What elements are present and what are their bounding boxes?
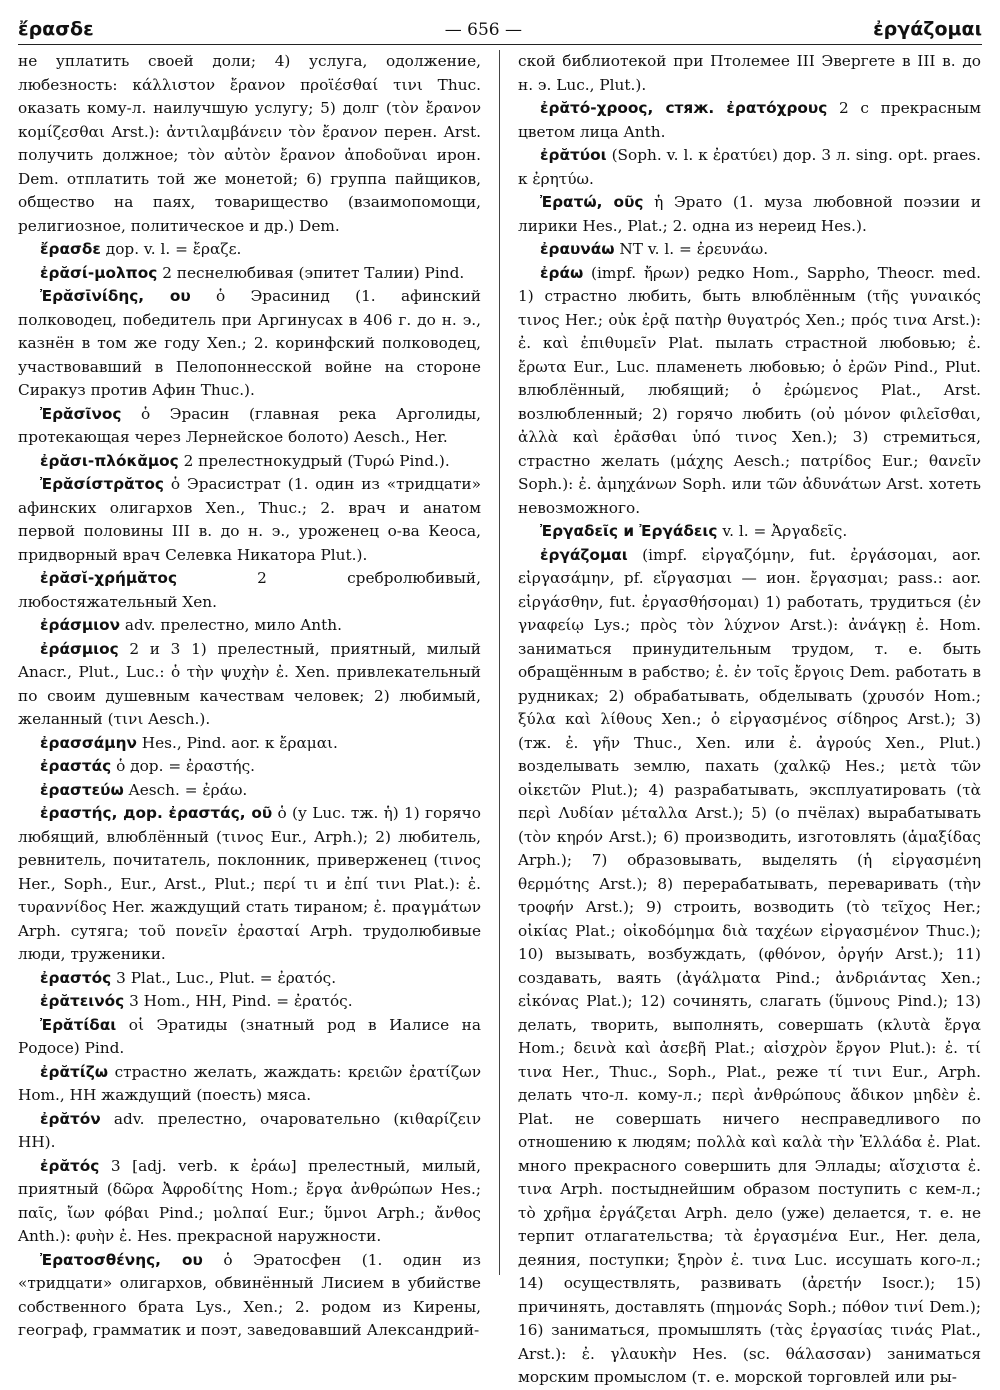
left-column — [18, 50, 481, 1343]
entry-headword: ἔρασδε — [40, 240, 101, 258]
entry-headword: ἐραστεύω — [40, 780, 124, 799]
entry-continuation — [18, 50, 481, 238]
entry-headword: ἐρᾰτόν — [40, 1109, 101, 1128]
entry-headword: ἐράω — [540, 263, 584, 282]
entry-body: не уплатить своей доли; 4) услуга, одолжение, любезность: κάλλιστον ἔρανον προϊέσθαί τινι Thuc. оказать кому-л. наилучшую услугу; 5) долг (τὸν ἔρανον κομίζεσθαι Arst.): ἀντιλαμβάνειν τὸν ἔρανον перен. Arst. получить должное; τὸν αὐτὸν ἔρανον ἀποδοῦναι ирон. Dem. отплатить той же монетой; 6) группа пайщиков, общество на паях, товарищество (взаимопомощи, религиозное, политическое и др.) Dem. — [18, 52, 481, 235]
dictionary-entry — [518, 144, 981, 191]
column-divider — [499, 50, 500, 1275]
entry-headword: ἐράσμιος — [40, 639, 119, 658]
entry-headword: ἐραυνάω — [540, 240, 615, 258]
entry-body: 3 [adj. verb. к ἐράω] прелестный, милый, приятный (δῶρα Ἀφροδίτης Hom.; ἔργα ἀνθρώπων Hes.; παῖς, ἴων φόβαι Pind.; μολπαί Eur.; ὕμνοι Arph.; ἄνθος Anth.): φυὴν ἐ. Hes. прекрасной наружности. — [18, 1156, 481, 1245]
entry-body: ὁ (у Luc. тж. ἡ) 1) горячо любящий, влюблённый (τινος Eur., Arph.); 2) любитель, ревнитель, почитатель, поклонник, приверженец (τινος Her., Soph., Eur., Arst., Plut.; περί τι и ἐπί τινι Plat.): ἐ. τυραννίδος Her. жаждущий стать тираном; ἐ. πραγμάτων Arph. сутяга; τοῦ πονεῖν ἐρασταί Arph. трудолюбивые люди, труженики. — [18, 804, 481, 963]
dictionary-entry — [18, 614, 481, 638]
dictionary-entry — [518, 238, 981, 262]
entry-body: 2 и 3 1) прелестный, приятный, милый Anacr., Plut., Luc.: ὁ τὴν ψυχὴν ἐ. Xen. привлекательный по своим душевным качествам человек; 2) любимый, желанный (τινι Aesch.). — [18, 639, 481, 728]
entry-body: страстно желать, жаждать: κρειῶν ἐρατίζων Hom., HH жаждущий (поесть) мяса. — [18, 1062, 481, 1104]
entry-headword: ἐρᾰτίζω — [40, 1062, 109, 1081]
entry-headword: ἐρασσάμην — [40, 733, 137, 752]
entry-body: ὁ Эратосфен (1. один из «тридцати» олигархов, обвинённый Лисием в убийстве собственного брата Lys., Xen.; 2. родом из Кирены, географ, грамматик и поэт, заведовавший Александрий- — [18, 1250, 481, 1339]
entry-body: ὁ Эрасинид (1. афинский полководец, победитель при Аргинусах в 406 г. до н. э., казнён в том же году Xen.; 2. коринфский полководец, участвовавший в Пелопоннесской войне на стороне Сиракуз против Афин Thuc.). — [18, 287, 481, 399]
entry-body: NT v. l. = ἐρευνάω. — [614, 240, 769, 258]
dictionary-entry — [518, 191, 981, 238]
entry-headword: Ἐρατοσθένης, ου — [40, 1250, 203, 1269]
dictionary-entry — [518, 262, 981, 521]
entry-body: (Soph. v. l. к ἐρατύει) дор. 3 л. sing. opt. praes. к ἐρητύω. — [518, 146, 981, 188]
dictionary-entry — [18, 990, 481, 1014]
right-column — [518, 50, 981, 1390]
dictionary-entry — [18, 285, 481, 403]
entry-headword: Ἐρᾰσῖνος — [40, 404, 122, 423]
entry-body: 3 Plat., Luc., Plut. = ἐρατός. — [111, 968, 337, 987]
entry-headword: Ἐρατώ, οῦς — [540, 193, 644, 211]
dictionary-entry — [18, 755, 481, 779]
dictionary-entry — [18, 732, 481, 756]
entry-body: ὁ Эрасин (главная река Арголиды, протекающая через Лернейское болото) Aesch., Her. — [18, 404, 481, 446]
page-header — [18, 10, 982, 45]
entry-headword: ἐργάζομαι — [540, 545, 628, 564]
dictionary-entry — [18, 403, 481, 450]
entry-body: 2 прелестнокудрый (Τυρώ Pind.). — [178, 451, 450, 470]
entry-body: ской библиотекой при Птолемее III Эвергете в III в. до н. э. Luc., Plut.). — [518, 52, 981, 94]
entry-body: adv. прелестно, мило Anth. — [120, 616, 342, 634]
dictionary-entry — [518, 520, 981, 544]
entry-body: (impf. ἤρων) редко Hom., Sappho, Theocr. med. 1) страстно любить, быть влюблённым (τῆς γυναικός τινος Her.; οὐκ ἐρᾷ πατὴρ θυγατρός Xen.; πρός τινα Arst.): ἐ. καὶ ἐπιθυμεῖν Plat. пылать страстной любовью; ἐ. ἔρωτα Eur., Luc. пламенеть любовью; ὁ ἐρῶν Pind., Plut. влюблённый, любящий; ὁ ἐρώμενος Plat., Arst. возлюбленный; 2) горячо любить (οὐ μόνον φιλεῖσθαι, ἀλλὰ καὶ ἐρᾶσθαι ὑπό τινος Xen.); 3) стремиться, страстно желать (μάχης Aesch.; πατρίδος Eur.; θανεῖν Soph.): ἐ. ἀμηχάνων Soph. или τῶν ἀδυνάτων Arst. хотеть невозможного. — [518, 263, 981, 517]
entry-body: ἡ Эрато (1. муза любовной поэзии и лирики Hes., Plat.; 2. одна из нереид Hes.). — [518, 193, 982, 235]
entry-body: 2 сребролюбивый, любостяжательный Xen. — [18, 569, 481, 611]
dictionary-entry — [18, 802, 481, 967]
entry-body: ὁ дор. = ἐραστής. — [111, 757, 256, 775]
dictionary-entry — [18, 1249, 481, 1343]
dictionary-entry — [18, 450, 481, 474]
dictionary-entry — [18, 238, 481, 262]
entry-headword: ἐραστάς — [40, 757, 112, 775]
entry-headword: ἐρᾰτεινός — [40, 992, 125, 1010]
entry-headword: ἐρᾰτό-χροος, стяж. ἐρατόχρους — [540, 99, 828, 117]
left-running-headword: ἔρασδε — [18, 18, 94, 40]
dictionary-entry — [18, 1108, 481, 1155]
entry-body: οἱ Эратиды (знатный род в Иалисе на Родосе) Pind. — [18, 1015, 481, 1057]
entry-body: 3 Hom., HH, Pind. = ἐρατός. — [124, 992, 353, 1010]
dictionary-entry — [18, 473, 481, 567]
entry-body: Hes., Pind. aor. к ἔραμαι. — [136, 733, 338, 752]
entry-headword: ἐρᾰτύοι — [540, 146, 607, 164]
entry-body: Aesch. = ἐράω. — [123, 780, 248, 799]
entry-headword: ἐραστός — [40, 968, 112, 987]
entry-headword: ἐρᾰτός — [40, 1156, 100, 1175]
entry-body: adv. прелестно, очаровательно (κιθαρίζειν HH). — [18, 1109, 481, 1151]
page-number: — 656 — — [444, 20, 523, 40]
entry-headword: Ἐρᾰσῑνίδης, ου — [40, 287, 191, 305]
dictionary-entry — [18, 1014, 481, 1061]
dictionary-entry — [518, 97, 981, 144]
dictionary-entry — [18, 1155, 481, 1249]
dictionary-entry — [18, 1061, 481, 1108]
entry-headword: ἐραστής, дор. ἐραστάς, οῦ — [40, 804, 273, 822]
dictionary-entry — [18, 638, 481, 732]
dictionary-entry — [18, 779, 481, 803]
entry-headword: ἐράσμιον — [40, 616, 121, 634]
entry-headword: ἐρᾰσῐ-χρήμᾰτος — [40, 569, 178, 587]
entry-headword: Ἐρᾰσίστρᾰτος — [40, 475, 164, 493]
entry-body: 2 песнелюбивая (эпитет Талии) Pind. — [157, 263, 465, 282]
dictionary-entry — [18, 967, 481, 991]
entry-body: v. l. = Ἀργαδεῖς. — [717, 522, 848, 540]
entry-headword: Ἐρᾰτίδαι — [40, 1015, 117, 1034]
entry-continuation — [518, 50, 981, 97]
entry-body: дор. v. l. = ἔραζε. — [100, 240, 242, 258]
dictionary-entry — [18, 262, 481, 286]
entry-body: (impf. εἰργαζόμην, fut. ἐργάσομαι, aor. εἰργασάμην, pf. εἴργασμαι — ион. ἔργασμαι; pass.: aor. εἰργάσθην, fut. ἐργασθήσομαι) 1) работать, трудиться (ἐν γναφείῳ Lys.; πρὸς τὸν λύχνον Arst.): ἀνάγκῃ ἐ. Hom. заниматься принудительным трудом, т. е. быть обращённым в рабство; ἐ. ἐν τοῖς ἔργοις Dem. работать в рудниках; 2) обрабатывать, обделывать (χρυσόν Hom.; ξύλα καὶ λίθους Xen.; ὁ εἰργασμένος σίδηρος Arst.); 3) (тж. ἐ. γῆν Thuc., Xen. или ἐ. ἀγρούς Xen., Plut.) возделывать землю, пахать (χαλκῷ Hes.; μετὰ τῶν οἰκετῶν Plut.); 4) разрабатывать, эксплуатировать (τὰ περὶ Λυδίαν μέταλλα Arst.); 5) (о пчёлах) вырабатывать (τὸν κηρόν Arst.); 6) производить, изготовлять (ἁμαξίδας Arph.); 7) образовывать, выделять (ἡ εἰργασμένη θερμότης Arst.); 8) перерабатывать, переваривать (τὴν τροφήν Arst.); 9) строить, возводить (τὸ τεῖχος Her.; οἰκίας Plat.; οἰκοδόμημα διὰ ταχέων εἰργασμένον Thuc.); 10) вызывать, возбуждать, (φθόνον, ὀργήν Arst.); 11) создавать, ваять (ἀγάλματα Pind.; ἀνδριάντας Xen.; εἰκόνας Plat.); 12) сочинять, слагать (ὕμνους Pind.); 13) делать, творить, выполнять, совершать (κλυτὰ ἔργα Hom.; δεινὰ καὶ ἀσεβῆ Plat.; αἰσχρὸν ἔργον Plut.): ἐ. τί τινα Her., Thuc., Soph., Plat., реже τί τινι Eur., Arph. делать что-л. кому-л.; περὶ ἀνθρώπους ἄδικον μηδὲν ἐ. Plat. не совершать ничего несправедливого по отношению к людям; πολλὰ καὶ καλὰ τὴν Ἑλλάδα ἐ. Plat. много прекрасного совершить для Эллады; αἴσχιστα ἐ. τινα Arph. постыднейшим образом поступить с кем-л.; τὸ χρῆμα ἐργάζεται Arph. дело (уже) делается, т. е. не терпит отлагательства; τὰ ἐργασμένα Eur., Her. дела, деяния, поступки; ξηρὸν ἐ. τινα Luc. иссушать кого-л.; 14) осуществлять, развивать (ἀρετήν Isocr.); 15) причинять, доставлять (πημονάς Soph.; πόθον τινί Dem.); 16) заниматься, промышлять (τὰς ἐργασίας τινάς Plat., Arst.): ἐ. γλαυκὴν Hes. (sc. θάλασσαν) заниматься морским промыслом (т. е. морской торговлей или ры- — [518, 545, 981, 1386]
entry-headword: Ἐργαδεῖς и Ἐργάδεις — [540, 522, 718, 540]
entry-body: 2 с прекрасным цветом лица Anth. — [518, 99, 981, 141]
entry-body: ὁ Эрасистрат (1. один из «тридцати» афинских олигархов Xen., Thuc.; 2. врач и анатом первой половины III в. до н. э., уроженец о-ва Кеоса, придворный врач Селевка Никатора Plut.). — [18, 475, 481, 564]
entry-headword: ἐρᾰσί-μολπος — [40, 263, 158, 282]
right-running-headword: ἐργάζομαι — [873, 18, 982, 40]
dictionary-entry — [518, 544, 981, 1390]
entry-headword: ἐρᾰσι-πλόκᾰμος — [40, 451, 179, 470]
dictionary-entry — [18, 567, 481, 614]
